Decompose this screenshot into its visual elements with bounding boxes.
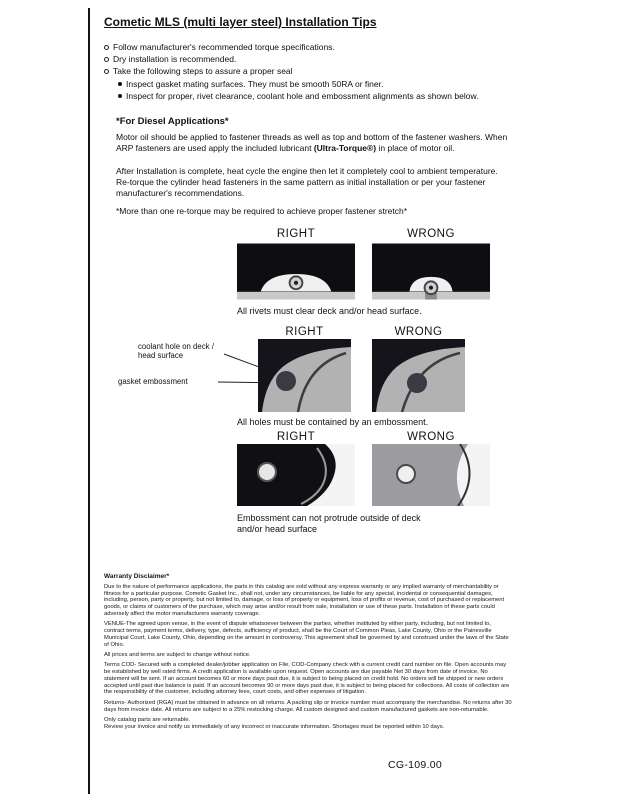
disclaimer-paragraph: Returns- Authorized (RGA) must be obtained in advance on all returns. A packing slip or invoice number must accompany the merchandise. No returns after 30 days from invoice date. All returns are subject to a 25% restocking charge. All custom designed and custom manufactured gaskets are non-returnable. <box>104 699 512 713</box>
bullet-item <box>104 42 335 52</box>
disclaimer-paragraph: All prices and terms are subject to change without notice. <box>104 651 251 658</box>
rivet-clearance-right-image <box>237 243 355 300</box>
row1-wrong-label: WRONG <box>407 228 455 240</box>
row3-caption: Embossment can not protrude outside of deck and/or head surface <box>237 513 421 534</box>
retorque-note: *More than one re-torque may be required to achieve proper fastener stretch* <box>116 206 408 216</box>
diesel-paragraph-1-end: in place of motor oil. <box>376 143 455 153</box>
bullet-text: Dry installation is recommended. <box>113 54 237 64</box>
open-bullet-icon <box>104 69 109 74</box>
warranty-disclaimer-heading: Warranty Disclaimer* <box>104 573 170 580</box>
rivet-clearance-wrong-image <box>372 243 490 300</box>
sub-bullet-item <box>118 79 383 89</box>
open-bullet-icon <box>104 57 109 62</box>
row1-caption: All rivets must clear deck and/or head surface. <box>237 306 422 316</box>
sub-bullet-text: Inspect gasket mating surfaces. They must be smooth 50RA or finer. <box>126 79 384 89</box>
document-number: CG-109.00 <box>388 759 443 771</box>
sub-bullet-text: Inspect for proper, rivet clearance, coolant hole and embossment alignments as shown below. <box>126 91 479 101</box>
bullet-item <box>104 54 236 64</box>
disclaimer-paragraph: VENUE-The agreed upon venue, in the event of dispute whatsoever between the parties, whether instituted by either party, including, but not limited to, contract terms, payment terms, delivery, type, defects, sufficiency of product, shall be the Court of Common Pleas, Lake County, Ohio or the Painesville Municipal Court, Lake County, Ohio, depending on the amount in controversy. This agreement shall be governed by and construed under the laws of the State of Ohio. <box>104 621 509 648</box>
ultra-torque-bold: (Ultra-Torque®) <box>313 143 377 153</box>
open-bullet-icon <box>104 45 109 50</box>
row2-wrong-label: WRONG <box>394 326 443 338</box>
disclaimer-paragraph: Only catalog parts are returnable. <box>104 716 191 723</box>
embossment-edge-wrong-image <box>372 444 490 506</box>
gasket-embossment-callout-label: gasket embossment <box>118 377 188 386</box>
bullet-text: Take the following steps to assure a proper seal <box>113 66 293 76</box>
warranty-disclaimer-section <box>104 574 513 734</box>
hole-embossment-wrong-image <box>372 339 465 412</box>
coolant-hole-callout-label: coolant hole on deck / head surface <box>138 342 214 360</box>
row2-caption: All holes must be contained by an embossment. <box>237 417 429 427</box>
row3-right-label: RIGHT <box>276 431 316 443</box>
bullet-item <box>104 66 293 76</box>
row2-right-label: RIGHT <box>285 326 324 338</box>
row3-wrong-label: WRONG <box>407 431 455 443</box>
filled-bullet-icon <box>118 94 122 98</box>
sub-bullet-item <box>118 91 478 101</box>
hole-embossment-right-image <box>258 339 351 412</box>
disclaimer-paragraph: Due to the nature of performance applications, the parts in this catalog are sold without any express warranty or any implied warranty of merchantability or fitness for a particular purpose. Cometic Gasket Inc., shall not, under any circumstances, be liable for any special, incidental or consequential damages, including, person, party or property, but not limited to, damage, or loss of property or equipment, loss of profits or revenue, cost of purchased or replacement goods, or claims of customers of the purchase, which may arise and/or result from sale, installation or use of these parts. Installation of these parts could adversely affect the motor manufacturers warranty coverage. <box>104 583 505 617</box>
filled-bullet-icon <box>118 82 122 86</box>
disclaimer-paragraph: Review your invoice and notify us immediately of any incorrect or inaccurate information. Shortages must be reported within 10 days. <box>104 723 445 730</box>
diesel-paragraph-1-text: Motor oil should be applied to fastener threads as well as top and bottom of the fastener washers. When ARP fasteners are used apply the included lubricant <box>116 132 508 153</box>
embossment-edge-right-image <box>237 444 355 506</box>
page-title: Cometic MLS (multi layer steel) Installation Tips <box>104 15 377 29</box>
row1-right-label: RIGHT <box>276 228 316 240</box>
diesel-paragraph-2: After Installation is complete, heat cycle the engine then let it completely cool to ambient temperature. Re-torque the cylinder head fasteners in the same pattern as initial installation or per your fastener manufacturer's recommendations. <box>116 166 498 198</box>
diesel-paragraph-1 <box>116 132 510 154</box>
diesel-applications-heading: *For Diesel Applications* <box>116 116 229 127</box>
bullet-text: Follow manufacturer's recommended torque specifications. <box>113 42 335 52</box>
left-rule-divider <box>88 8 90 794</box>
disclaimer-paragraph: Terms COD- Secured with a completed dealer/jobber application on File, COD-Company check with a current credit card number on file. Open accounts may be established by well rated firms. A credit application is available upon request. Open accounts are due payable Net 30 days from date of invoice. No statement will be sent. If an account becomes 60 or more days past due, it is subject to being placed on credit hold. No orders will be shipped or new orders accepted until past due balance is paid. If an account becomes 90 or more days past due, it is subject to being placed for collections. All costs of collection are the responsibility of the customer, including attorney fees, court costs, and other expenses of litigation. <box>104 662 510 696</box>
